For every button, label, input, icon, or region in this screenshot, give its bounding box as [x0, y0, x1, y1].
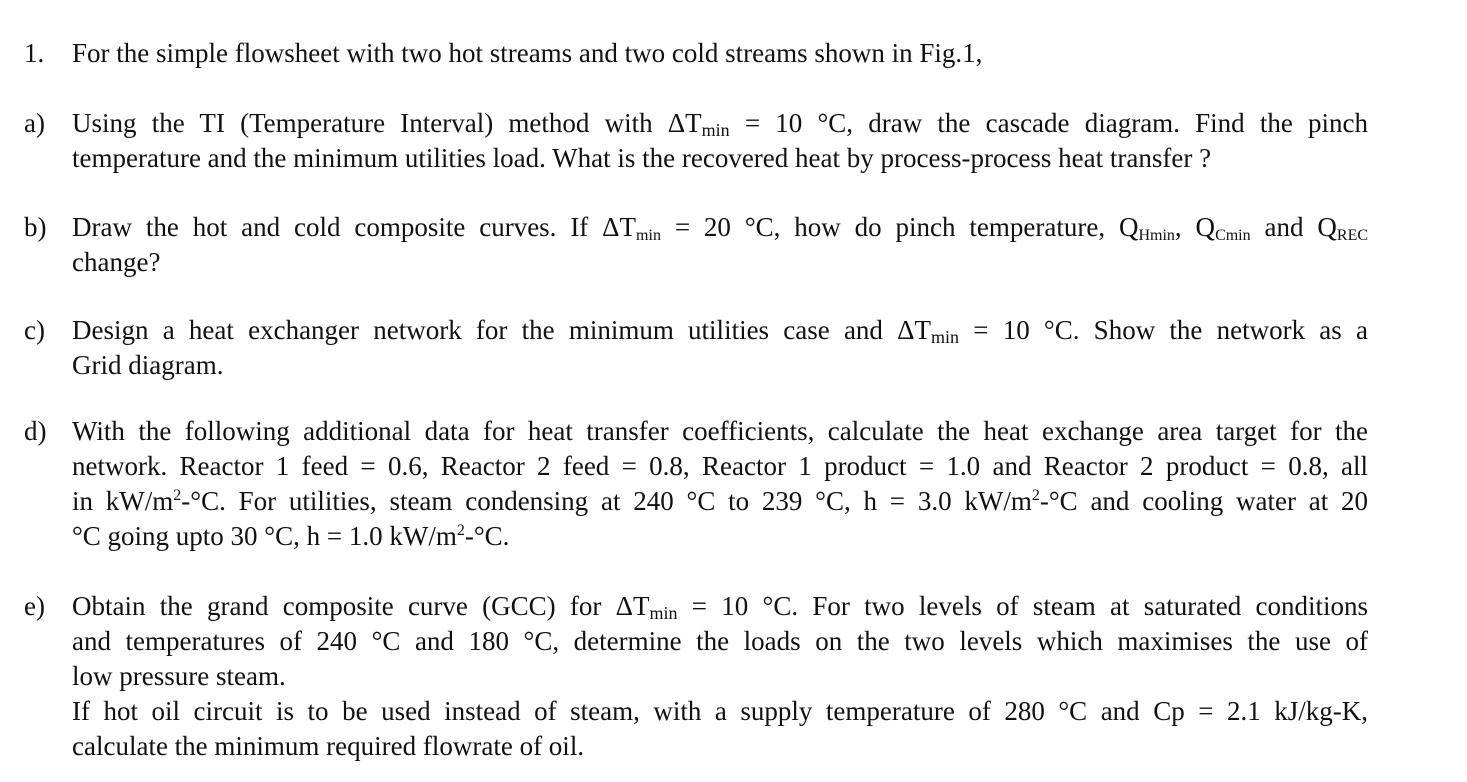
part-c-line-2: Grid diagram. — [72, 350, 224, 380]
part-a-line-1: Using the TI (Temperature Interval) method with $\Delta T_{min} = 10$ °C, draw the cascade diagram. Find the pinch — [72, 108, 1369, 140]
part-b-line-2: change? — [72, 247, 161, 277]
part-d-line-4: °C going upto 30 °C, h = 1.0 $kW/m^2-^\circ C$. — [72, 521, 510, 551]
part-e-line-5: calculate the minimum required flowrate of oil. — [72, 731, 585, 761]
question-intro: For the simple flowsheet with two hot streams and two cold streams shown in Fig.1, — [72, 38, 983, 68]
part-d-line-3: in $kW/m^2-^\circ C$. For utilities, steam condensing at 240 °C to 239 °C, h = 3.0 $kW/m^2-^\circ C$ and cooling water at 20 — [72, 486, 1368, 516]
part-a-line-2: temperature and the minimum utilities load. What is the recovered heat by process-process heat transfer ? — [72, 143, 1212, 173]
part-c-text — [72, 313, 1368, 383]
part-e-label: e) — [24, 591, 45, 621]
part-e-line-3: low pressure steam. — [72, 661, 286, 691]
part-b-line-1: Draw the hot and cold composite curves. If $\Delta T_{min} = 20$ °C, how do pinch temperature, $Q_{Hmin}$, $Q_{Cmin}$ and $Q_{REC}$ — [72, 212, 1369, 244]
part-a-text — [72, 106, 1368, 176]
part-d-text — [72, 414, 1368, 554]
part-c-label: c) — [24, 315, 45, 345]
part-d-label: d) — [24, 416, 47, 446]
part-e-line-4: If hot oil circuit is to be used instead of steam, with a supply temperature of 280 °C and Cp = 2.1 kJ/kg-K, — [72, 696, 1368, 726]
part-d-line-2: network. Reactor 1 feed = 0.6, Reactor 2 feed = 0.8, Reactor 1 product = 1.0 and Reactor 2 product = 0.8, all — [72, 451, 1368, 481]
question-number: 1. — [24, 38, 45, 68]
part-e-line-2: and temperatures of 240 °C and 180 °C, determine the loads on the two levels which maximises the use of — [72, 626, 1368, 656]
part-c-line-1: Design a heat exchanger network for the minimum utilities case and $\Delta T_{min} = 10$ °C. Show the network as a — [72, 315, 1369, 347]
part-d-line-1: With the following additional data for heat transfer coefficients, calculate the heat exchange area target for the — [72, 416, 1368, 446]
part-b-text — [72, 210, 1368, 280]
part-e-text — [72, 589, 1368, 764]
part-e-line-1: Obtain the grand composite curve (GCC) for $\Delta T_{min} = 10$ °C. For two levels of steam at saturated conditions — [72, 591, 1369, 623]
part-a-label: a) — [24, 108, 45, 138]
part-b-label: b) — [24, 212, 47, 242]
